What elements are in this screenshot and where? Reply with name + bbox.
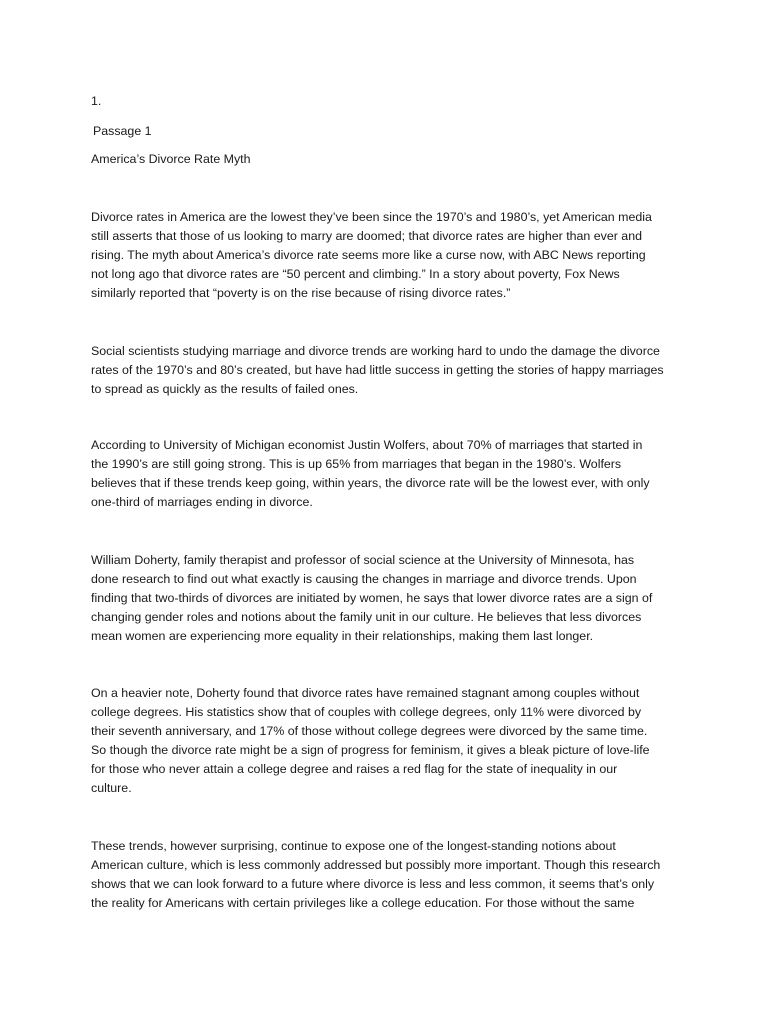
paragraph-line: finding that two-thirds of divorces are initiated by women, he says that lower divorce rates are a sign of bbox=[91, 591, 653, 605]
paragraph-line: done research to find out what exactly is causing the changes in marriage and divorce trends. Upon bbox=[91, 572, 637, 586]
paragraph-4 bbox=[91, 551, 681, 646]
paragraph-line: one-third of marriages ending in divorce. bbox=[91, 495, 313, 509]
paragraph-line: American culture, which is less commonly addressed but possibly more important. Though this research bbox=[91, 858, 661, 872]
paragraph-3 bbox=[91, 436, 681, 512]
passage-label: Passage 1 bbox=[93, 124, 152, 138]
paragraph-5 bbox=[91, 684, 681, 798]
paragraph-2 bbox=[91, 342, 681, 399]
paragraph-line: the reality for Americans with certain privileges like a college education. For those without the same bbox=[91, 896, 635, 910]
paragraph-line: their seventh anniversary, and 17% of those without college degrees were divorced by the same time. bbox=[91, 724, 648, 738]
paragraph-line: Divorce rates in America are the lowest they’ve been since the 1970’s and 1980’s, yet American media bbox=[91, 210, 652, 224]
paragraph-line: not long ago that divorce rates are “50 percent and climbing.” In a story about poverty, Fox News bbox=[91, 267, 620, 281]
passage-title: America’s Divorce Rate Myth bbox=[91, 152, 251, 166]
paragraph-line: On a heavier note, Doherty found that divorce rates have remained stagnant among couples without bbox=[91, 686, 640, 700]
paragraph-1 bbox=[91, 208, 681, 303]
paragraph-line: for those who never attain a college degree and raises a red flag for the state of inequality in our bbox=[91, 762, 618, 776]
paragraph-6 bbox=[91, 837, 681, 913]
paragraph-line: culture. bbox=[91, 781, 132, 795]
paragraph-line: believes that if these trends keep going, within years, the divorce rate will be the lowest ever, with only bbox=[91, 476, 650, 490]
paragraph-line: rising. The myth about America’s divorce rate seems more like a curse now, with ABC News reporting bbox=[91, 248, 646, 262]
paragraph-line: rates of the 1970’s and 80’s created, but have had little success in getting the stories of happy marriages bbox=[91, 363, 664, 377]
paragraph-line: shows that we can look forward to a future where divorce is less and less common, it seems that’s only bbox=[91, 877, 655, 891]
paragraph-line: to spread as quickly as the results of failed ones. bbox=[91, 382, 359, 396]
paragraph-line: According to University of Michigan economist Justin Wolfers, about 70% of marriages that started in bbox=[91, 438, 643, 452]
paragraph-line: So though the divorce rate might be a sign of progress for feminism, it gives a bleak picture of love-life bbox=[91, 743, 650, 757]
paragraph-line: college degrees. His statistics show that of couples with college degrees, only 11% were divorced by bbox=[91, 705, 642, 719]
paragraph-line: mean women are experiencing more equality in their relationships, making them last longer. bbox=[91, 629, 594, 643]
question-number: 1. bbox=[91, 94, 102, 108]
paragraph-line: William Doherty, family therapist and professor of social science at the University of Minnesota, has bbox=[91, 553, 635, 567]
paragraph-line: still asserts that those of us looking to marry are doomed; that divorce rates are higher than ever and bbox=[91, 229, 642, 243]
paragraph-line: the 1990’s are still going strong. This is up 65% from marriages that began in the 1980’s. Wolfers bbox=[91, 457, 622, 471]
paragraph-line: These trends, however surprising, continue to expose one of the longest-standing notions about bbox=[91, 839, 616, 853]
paragraph-line: changing gender roles and notions about the family unit in our culture. He believes that less divorces bbox=[91, 610, 642, 624]
paragraph-line: Social scientists studying marriage and divorce trends are working hard to undo the damage the divorce bbox=[91, 344, 660, 358]
paragraph-line: similarly reported that “poverty is on the rise because of rising divorce rates.” bbox=[91, 286, 511, 300]
